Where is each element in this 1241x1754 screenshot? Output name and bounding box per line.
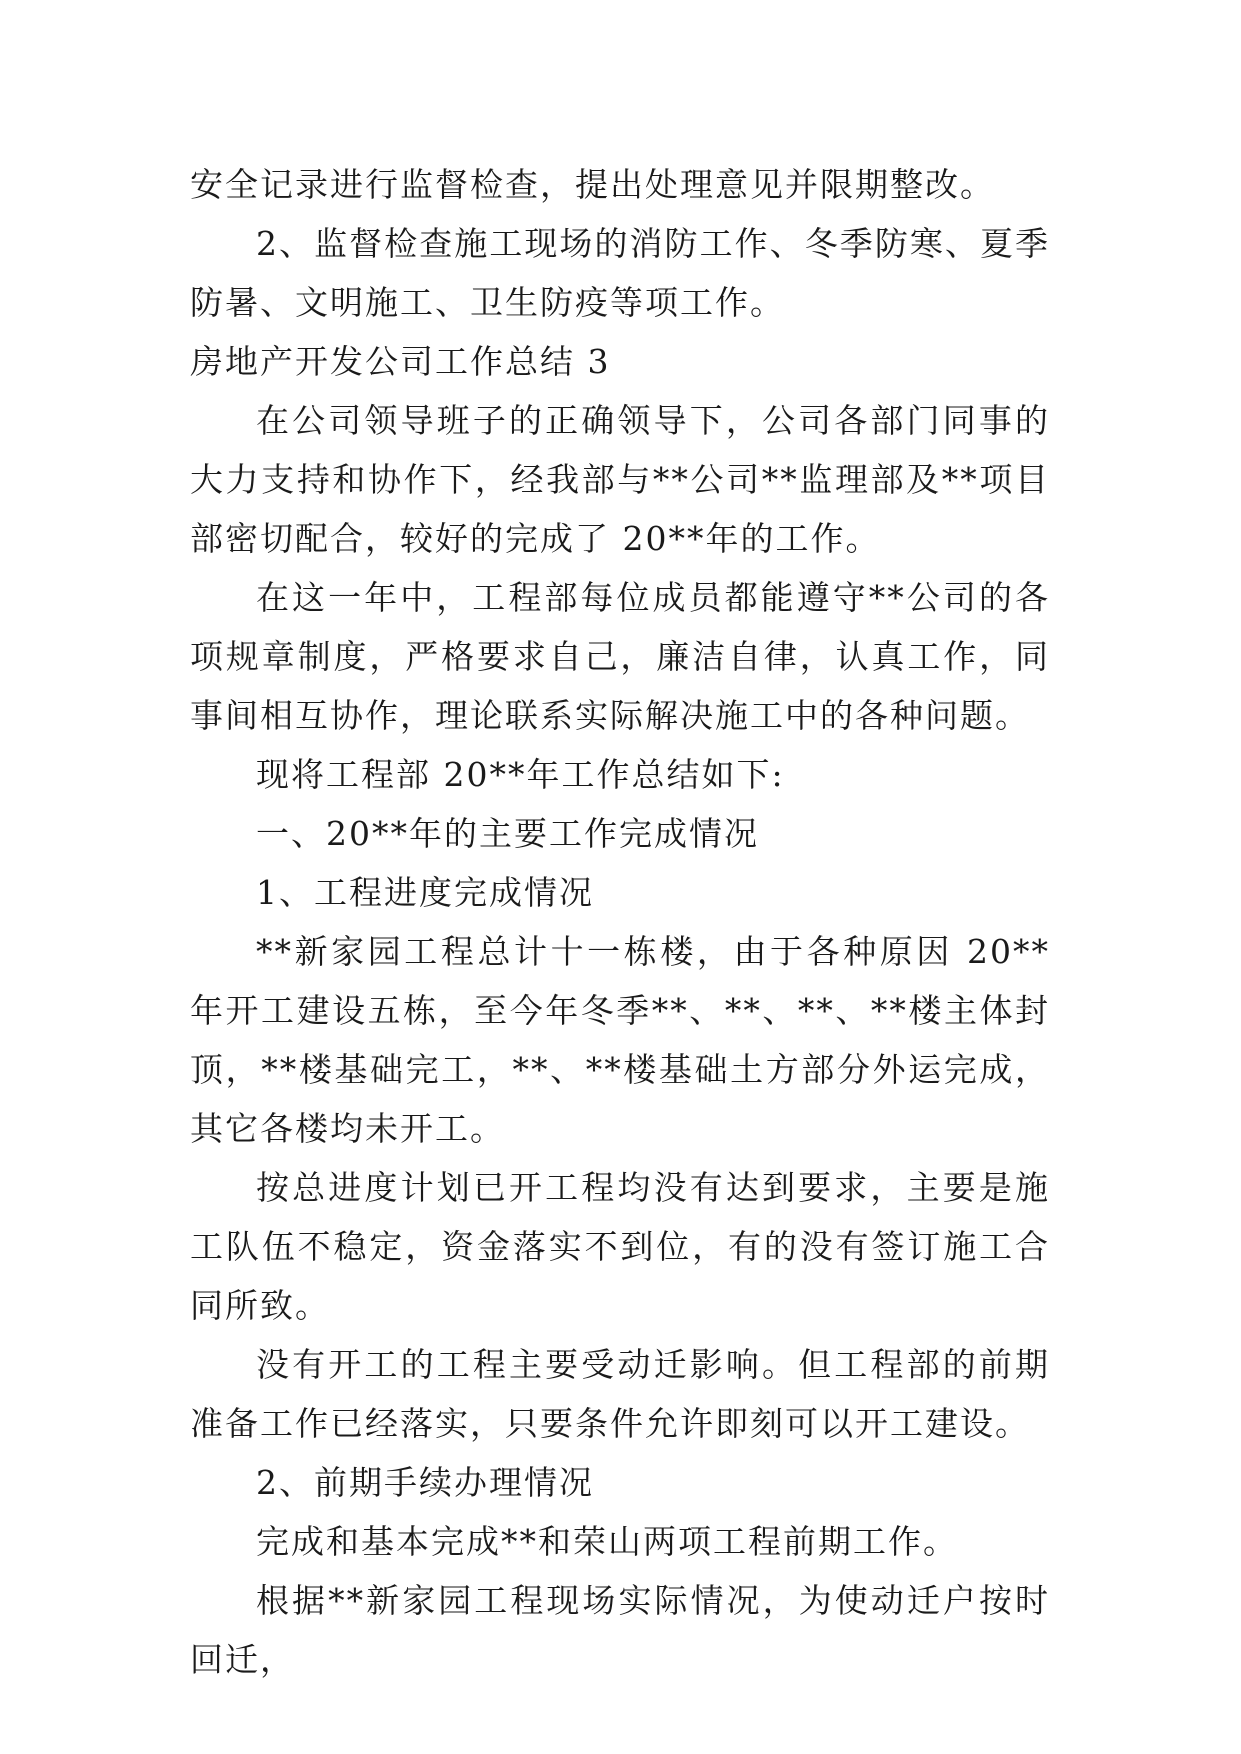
paragraph-summary-intro: 现将工程部 20**年工作总结如下: [256, 755, 785, 794]
subheading-preliminary-procedures: 2、前期手续办理情况 [256, 1463, 594, 1502]
paragraph-procedures-completed: 完成和基本完成**和荣山两项工程前期工作。 [256, 1522, 958, 1561]
document-body [190, 155, 1050, 1689]
subheading-progress: 1、工程进度完成情况 [256, 873, 594, 912]
subheading-main-work: 一、20**年的主要工作完成情况 [256, 814, 759, 853]
paragraph-project-status: **新家园工程总计十一栋楼，由于各种原因 20**年开工建设五栋，至今年冬季**、**、**、**楼主体封顶，**楼基础完工，**、**楼基础土方部分外运完成，其它各楼均未开工。 [190, 932, 1050, 1148]
paragraph-relocation-plan: 根据**新家园工程现场实际情况，为使动迁户按时回迁， [190, 1581, 1050, 1679]
paragraph-fire-prevention: 2、监督检查施工现场的消防工作、冬季防寒、夏季防暑、文明施工、卫生防疫等项工作。 [190, 224, 1050, 322]
paragraph-leadership: 在公司领导班子的正确领导下，公司各部门同事的大力支持和协作下，经我部与**公司**监理部及**项目部密切配合，较好的完成了 20**年的工作。 [190, 401, 1050, 558]
paragraph-relocation-impact: 没有开工的工程主要受动迁影响。但工程部的前期准备工作已经落实，只要条件允许即刻可以开工建设。 [190, 1345, 1050, 1443]
paragraph-safety-inspection: 安全记录进行监督检查，提出处理意见并限期整改。 [190, 165, 995, 204]
paragraph-team-conduct: 在这一年中，工程部每位成员都能遵守**公司的各项规章制度，严格要求自己，廉洁自律，认真工作，同事间相互协作，理论联系实际解决施工中的各种问题。 [190, 578, 1050, 735]
section-heading: 房地产开发公司工作总结 3 [190, 342, 611, 381]
paragraph-schedule-issues: 按总进度计划已开工程均没有达到要求，主要是施工队伍不稳定，资金落实不到位，有的没有签订施工合同所致。 [190, 1168, 1050, 1325]
